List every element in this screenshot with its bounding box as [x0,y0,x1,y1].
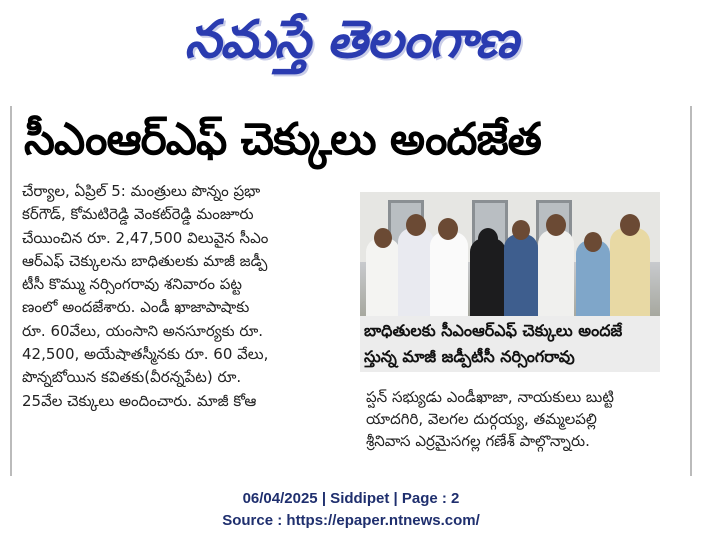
photo-person [398,228,434,316]
photo-person-head [546,214,566,236]
photo-caption [360,316,660,372]
body-line: చేయించిన రూ. 2,47,500 విలువైన సీఎం [22,228,269,247]
body-line: కర్‌గౌడ్, కోమటిరెడ్డి వెంకట్‌రెడ్డి మంజూరు [22,205,254,224]
body-line: చేర్యాల, ఏప్రిల్ 5: మంత్రులు పొన్నం ప్రభా [22,182,261,200]
body-line: 25వేల చెక్కులు అందించారు. మాజీ కోఆ [22,391,257,410]
article-body-left [22,180,356,413]
article-headline: సీఎంఆర్ఎఫ్ చెక్కులు అందజేత [24,114,541,165]
body-line: యాదగిరి, వెలగల దుర్గయ్య, తమ్మలపల్లి [366,410,597,428]
photo-person [504,234,538,316]
caption-line: బాధితులకు సీఎంఆర్ఎఫ్ చెక్కులు అందజే [364,321,623,340]
photo-person [430,232,468,316]
body-line: రూ. 60వేలు, యంసాని అనసూర్యకు రూ. [22,321,264,340]
news-photo [360,192,660,316]
photo-person-head [438,218,458,240]
photo-person-head [478,228,498,250]
body-line: టీసీ కొమ్ము నర్సింగరావు శనివారం పట్ట [22,275,242,294]
body-line: ణంలో అందజేశారు. ఎండీ ఖాజాపాషాకు [22,298,250,317]
photo-person-head [584,232,602,252]
photo-person-head [620,214,640,236]
footer-source: Source : https://epaper.ntnews.com/ [222,512,480,529]
body-line: 42,500, అయేషాతస్మీనకు రూ. 60 వేలు, [22,345,269,364]
caption-line: స్తున్న మాజీ జడ్పీటీసీ నర్సింగరావు [364,347,575,366]
photo-person [538,230,574,316]
newspaper-masthead [0,4,702,80]
photo-person [366,238,400,316]
masthead-title: నమస్తే తెలంగాణ [184,9,518,70]
photo-person [610,228,650,316]
body-line: ప్షన్ సభ్యుడు ఎండీఖాజా, నాయకులు బుట్టి [366,388,614,406]
body-line: ఆర్ఎఫ్ చెక్కులను బాధితులకు మాజీ జడ్పీ [22,251,268,270]
clipping-footer [0,488,702,532]
article-body-right [366,386,666,452]
photo-person-head [512,220,530,240]
body-line: పొన్నబోయిన కవితకు(వీరన్నపేట) రూ. [22,368,242,387]
footer-dateline: 06/04/2025 | Siddipet | Page : 2 [242,490,460,507]
photo-person-head [406,214,426,236]
photo-person-head [374,228,392,248]
body-line: శ్రీనివాస ఎర్రమైసగల్ల గణేశ్ పాల్గొన్నారు. [366,432,590,450]
